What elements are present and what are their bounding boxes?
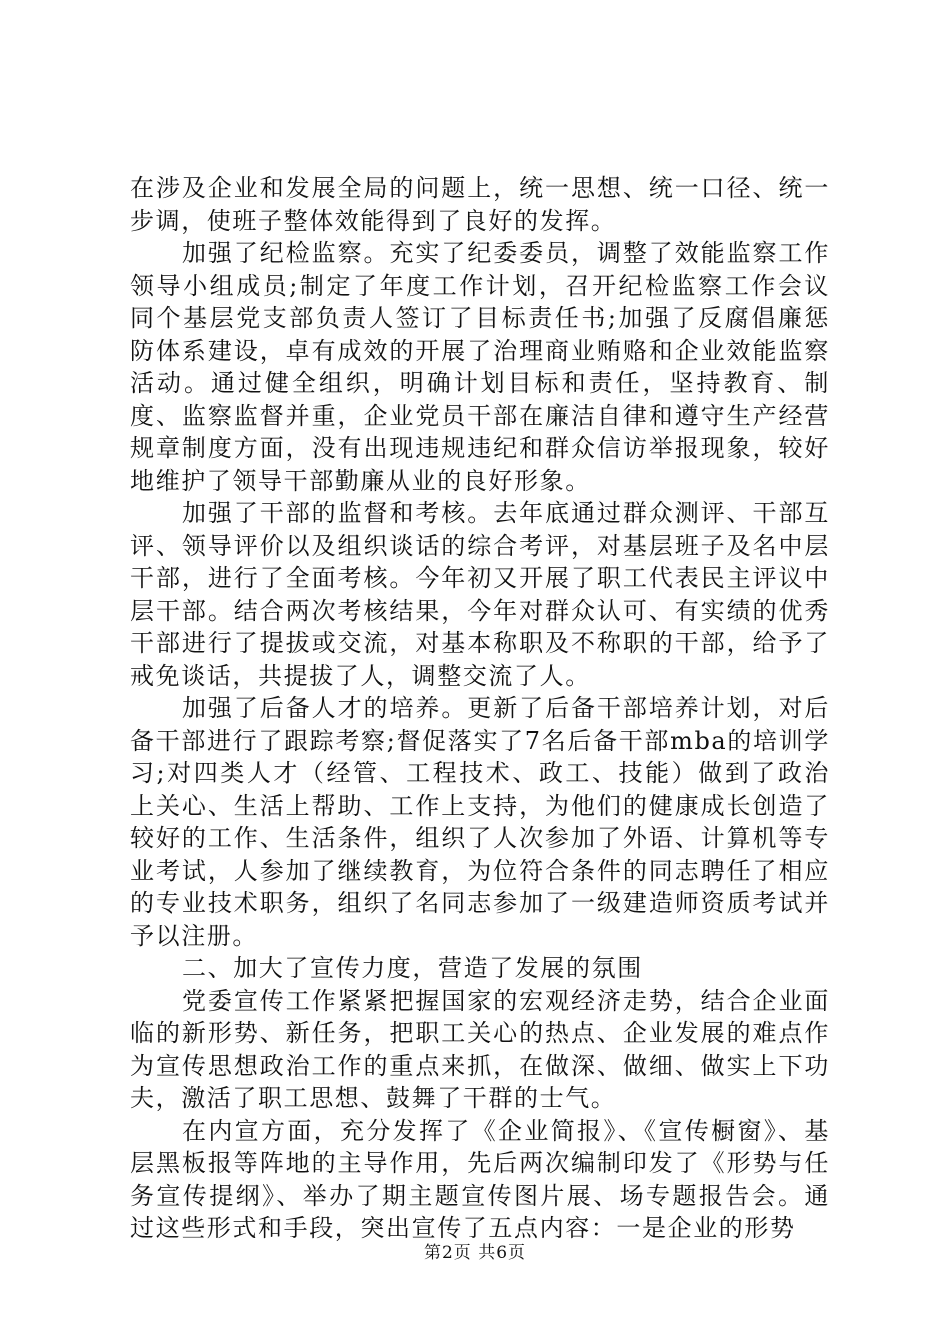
document-body <box>130 172 830 1245</box>
paragraph-propaganda-work: 党委宣传工作紧紧把握国家的宏观经济走势，结合企业面临的新形势、新任务，把职工关心的热点、企业发展的难点作为宣传思想政治工作的重点来抓，在做深、做细、做实上下功夫，激活了职工思想、鼓舞了干群的士气。 <box>130 986 830 1112</box>
page-number-label: 第2页 共6页 <box>423 1243 527 1263</box>
paragraph-continuation: 在涉及企业和发展全局的问题上，统一思想、统一口径、统一步调，使班子整体效能得到了良好的发挥。 <box>130 174 830 235</box>
paragraph-internal-publicity: 在内宣方面，充分发挥了《企业简报》、《宣传橱窗》、基层黑板报等阵地的主导作用，先后两次编制印发了《形势与任务宣传提纲》、举办了期主题宣传图片展、场专题报告会。通过这些形式和手段，突出宣传了五点内容：一是企业的形势 <box>130 1116 830 1242</box>
paragraph-reserve-talent: 加强了后备人才的培养。更新了后备干部培养计划，对后备干部进行了跟踪考察;督促落实了7名后备干部mba的培训学习;对四类人才（经管、工程技术、政工、技能）做到了政治上关心、生活上帮助、工作上支持，为他们的健康成长创造了较好的工作、生活条件，组织了人次参加了外语、计算机等专业考试，人参加了继续教育，为位符合条件的同志聘任了相应的专业技术职务，组织了名同志参加了一级建造师资质考试并予以注册。 <box>130 694 830 950</box>
page-footer <box>0 1238 950 1263</box>
paragraph-cadre-supervision: 加强了干部的监督和考核。去年底通过群众测评、干部互评、领导评价以及组织谈话的综合考评，对基层班子及名中层干部，进行了全面考核。今年初又开展了职工代表民主评议中层干部。结合两次考核结果，今年对群众认可、有实绩的优秀干部进行了提拔或交流，对基本称职及不称职的干部，给予了戒免谈话，共提拔了人，调整交流了人。 <box>130 499 830 690</box>
paragraph-discipline-inspection: 加强了纪检监察。充实了纪委委员，调整了效能监察工作领导小组成员;制定了年度工作计划，召开纪检监察工作会议同个基层党支部负责人签订了目标责任书;加强了反腐倡廉惩防体系建设，卓有成效的开展了治理商业贿赂和企业效能监察活动。通过健全组织，明确计划目标和责任，坚持教育、制度、监察监督并重，企业党员干部在廉洁自律和遵守生产经营规章制度方面，没有出现违规违纪和群众信访举报现象，较好地维护了领导干部勤廉从业的良好形象。 <box>130 239 830 495</box>
section-heading-propaganda: 二、加大了宣传力度，营造了发展的氛围 <box>182 954 643 982</box>
